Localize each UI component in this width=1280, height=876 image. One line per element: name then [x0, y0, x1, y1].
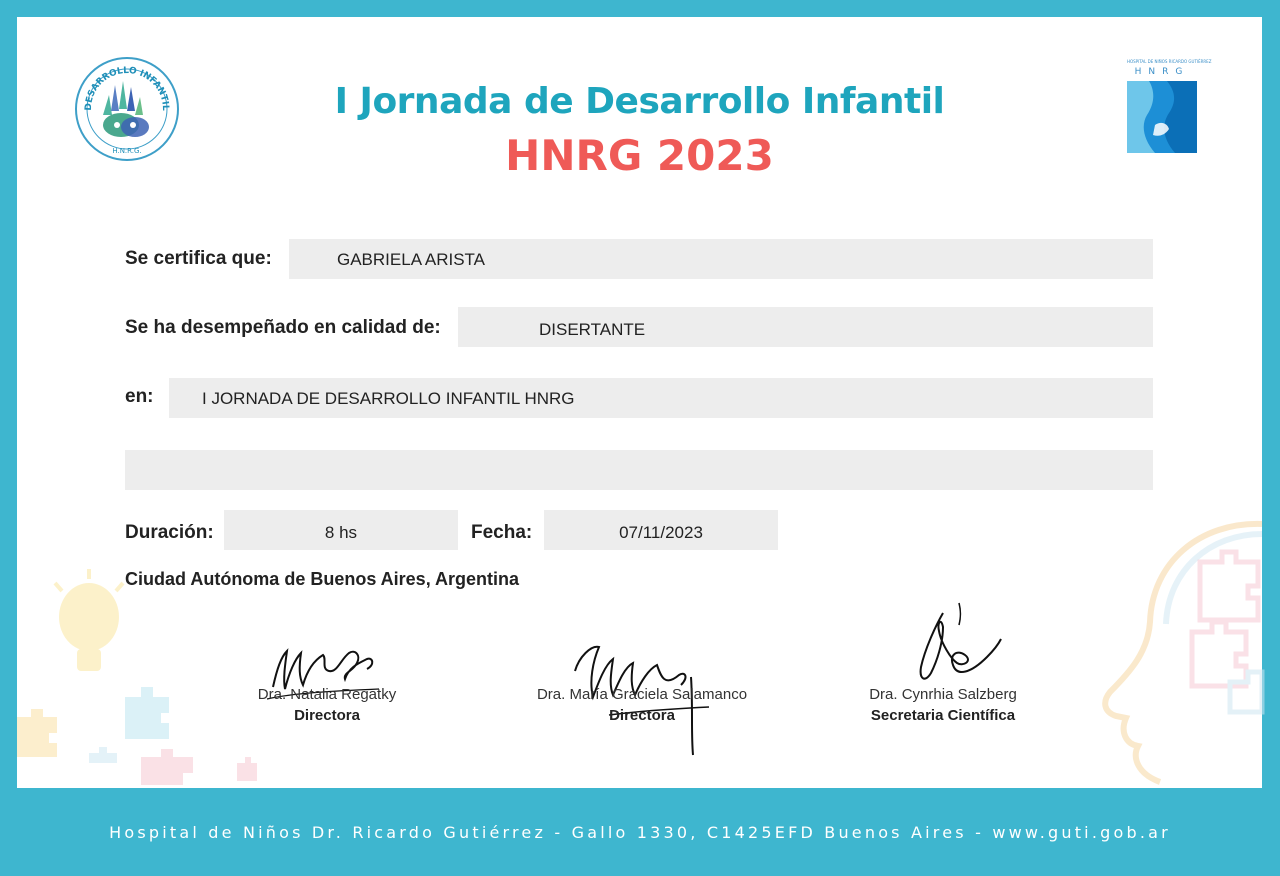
- footer-bar: [0, 788, 1280, 876]
- duracion-value: 8 hs: [324, 523, 358, 542]
- lightbulb-puzzle-decoration: [17, 557, 247, 788]
- location-text: Ciudad Autónoma de Buenos Aires, Argentina: [125, 569, 520, 589]
- signature-1-name: Dra. Natalia Regatky: [257, 686, 397, 703]
- en-label: en:: [125, 386, 154, 407]
- signature-3-name: Dra. Cynrhia Salzberg: [869, 686, 1017, 703]
- hnrg-logo-letters: HNRG: [1134, 67, 1190, 77]
- svg-text:DESARROLLO INFANTIL: DESARROLLO INFANTIL: [83, 65, 171, 111]
- certifica-label: Se certifica que:: [125, 248, 272, 269]
- certifica-value: GABRIELA ARISTA: [337, 250, 486, 269]
- event-title: I Jornada de Desarrollo Infantil: [334, 81, 945, 122]
- signature-2-role: Directora: [609, 707, 675, 724]
- calidad-value: DISERTANTE: [539, 320, 646, 339]
- calidad-label: Se ha desempeñado en calidad de:: [125, 317, 441, 338]
- hnrg-hospital-logo: HOSPITAL DE NIÑOS RICARDO GUTIÉRREZ HNRG: [1127, 59, 1197, 157]
- event-subtitle: HNRG 2023: [505, 131, 774, 180]
- en-value: I JORNADA DE DESARROLLO INFANTIL HNRG: [202, 389, 575, 408]
- duracion-label: Duración:: [125, 522, 214, 543]
- extra-field: [125, 450, 1153, 490]
- fecha-value: 07/11/2023: [619, 523, 703, 542]
- svg-text:H.N.R.G.: H.N.R.G.: [112, 147, 142, 155]
- signature-1-role: Directora: [294, 707, 360, 724]
- signature-3-image: [913, 603, 1003, 687]
- signature-3-role: Secretaria Científica: [870, 707, 1016, 724]
- head-puzzle-decoration: [1080, 512, 1262, 788]
- certificate-card: [17, 17, 1262, 788]
- fecha-label: Fecha:: [471, 522, 533, 543]
- footer-address: Hospital de Niños Dr. Ricardo Gutiérrez - Gallo 1330, C1425EFD Buenos Aires - www.guti.gob.ar: [109, 822, 1171, 842]
- signature-2-name: Dra. María Graciela Salamanco: [536, 686, 748, 703]
